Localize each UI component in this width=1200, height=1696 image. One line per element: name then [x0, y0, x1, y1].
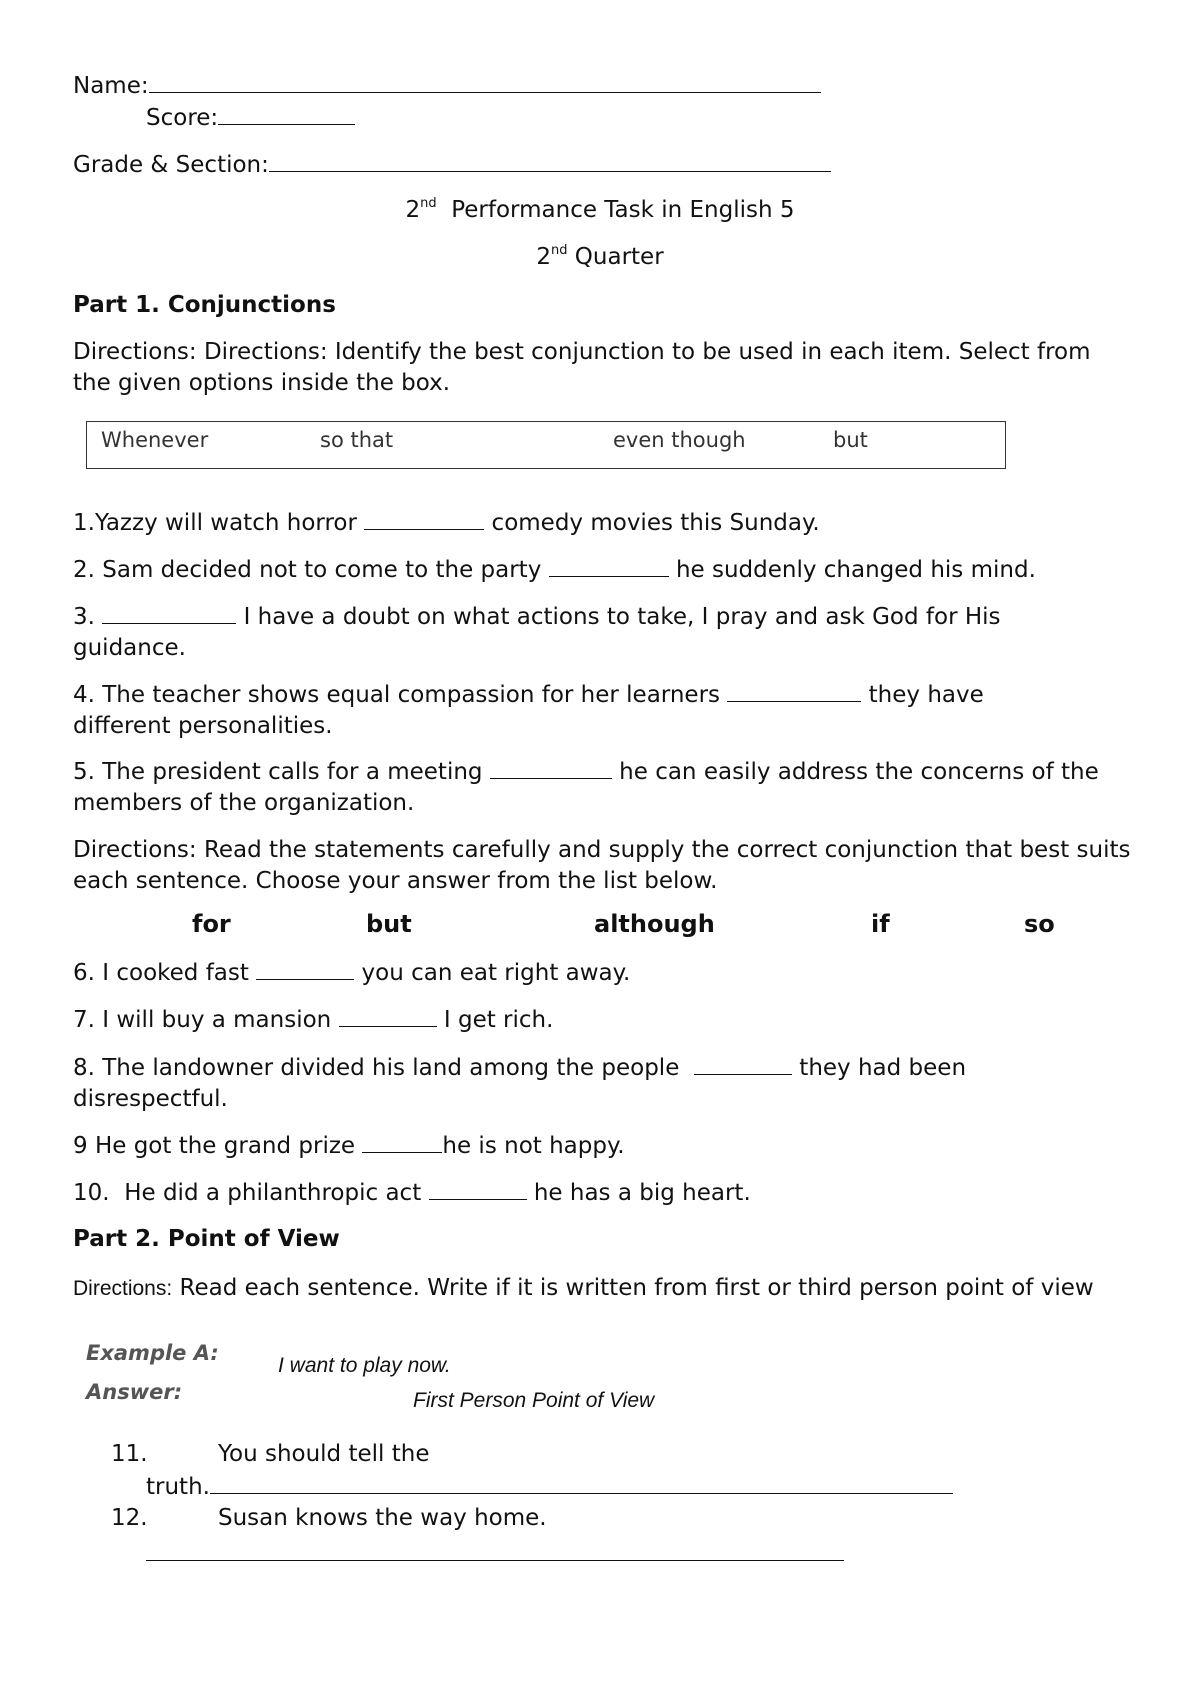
- option-but: but: [833, 428, 868, 452]
- conj-if: if: [871, 910, 890, 938]
- item-2-blank[interactable]: [549, 556, 669, 577]
- list-item: [73, 1053, 1073, 1115]
- part2-directions: [73, 1273, 1113, 1304]
- item-6-blank[interactable]: [256, 959, 354, 980]
- quarter-number: 2: [536, 244, 551, 270]
- part2-directions-label: Directions:: [73, 1277, 173, 1300]
- list-item: [73, 508, 1133, 539]
- item-10-text-end: he has a big heart.: [533, 1180, 751, 1206]
- item-8-text: 8. The landowner divided his land among the people: [73, 1055, 680, 1081]
- grade-label: Grade & Section:: [73, 152, 269, 178]
- item-2-text: 2. Sam decided not to come to the party: [73, 557, 542, 583]
- grade-blank[interactable]: [269, 151, 831, 172]
- list-item: [73, 757, 1133, 819]
- item-3-text-end: I have a doubt on what actions to take, I pray and ask God for His guidance.: [73, 604, 1001, 661]
- score-label: Score:: [146, 105, 219, 131]
- item-8-blank[interactable]: [694, 1054, 792, 1075]
- item-12-blank[interactable]: [146, 1540, 844, 1561]
- conj-for: for: [192, 910, 231, 938]
- item-10-text: 10. He did a philanthropic act: [73, 1180, 422, 1206]
- options-box: [86, 421, 1006, 469]
- list-item: [73, 1178, 1133, 1209]
- item-10-blank[interactable]: [429, 1179, 527, 1200]
- item-7-blank[interactable]: [339, 1006, 437, 1027]
- title-sup: nd: [420, 196, 437, 211]
- quarter-sup: nd: [550, 243, 568, 258]
- option-even-though: even though: [613, 428, 746, 452]
- score-row: [146, 104, 355, 131]
- item-9-blank[interactable]: [362, 1132, 442, 1153]
- list-item: [73, 680, 1073, 742]
- name-label: Name:: [73, 73, 149, 99]
- item-11-blank[interactable]: [210, 1473, 953, 1494]
- conj-although: although: [594, 910, 715, 938]
- quarter-text: Quarter: [574, 244, 664, 270]
- item-1-blank[interactable]: [364, 509, 484, 530]
- item-7-text-end: I get rich.: [443, 1007, 554, 1033]
- grade-row: [73, 151, 831, 178]
- item-2-text-end: he suddenly changed his mind.: [675, 557, 1036, 583]
- score-blank[interactable]: [218, 104, 355, 125]
- item-4-blank[interactable]: [727, 681, 861, 702]
- example-label: Example A:: [86, 1341, 219, 1365]
- list-item: [73, 1005, 1133, 1036]
- title-number: 2: [405, 197, 421, 223]
- name-blank[interactable]: [149, 72, 821, 93]
- item-4-text: 4. The teacher shows equal compassion for her learners: [73, 682, 721, 708]
- conj-so: so: [1024, 910, 1055, 938]
- conj-but: but: [366, 910, 412, 938]
- quarter-title: [0, 244, 1200, 270]
- part2-heading: Part 2. Point of View: [73, 1226, 340, 1252]
- item-11-number: 11.: [111, 1441, 148, 1467]
- list-item: [73, 602, 1073, 664]
- item-7-text: 7. I will buy a mansion: [73, 1007, 332, 1033]
- item-12-line: [146, 1540, 844, 1567]
- example-text: I want to play now.: [278, 1354, 451, 1377]
- item-11-cont-text: truth.: [146, 1474, 210, 1500]
- item-9-text: 9 He got the grand prize: [73, 1133, 356, 1159]
- part1-heading: Part 1. Conjunctions: [73, 292, 336, 318]
- item-8-text-end: they had been disrespectful.: [73, 1055, 967, 1112]
- item-5-blank[interactable]: [490, 758, 612, 779]
- answer-text: First Person Point of View: [413, 1389, 655, 1412]
- title-text: Performance Task in English 5: [451, 197, 795, 223]
- item-9-text-end: he is not happy.: [442, 1133, 625, 1159]
- item-6-text: 6. I cooked fast: [73, 960, 249, 986]
- part2-directions-text: Read each sentence. Write if it is written from first or third person point of view: [179, 1275, 1094, 1301]
- item-5-text: 5. The president calls for a meeting: [73, 759, 483, 785]
- item-5-text-end: he can easily address the concerns of the members of the organization.: [73, 759, 1099, 816]
- part1-directions-2: Directions: Read the statements carefully and supply the correct conjunction that best suits each sentence. Choose your answer from the list below.: [73, 837, 1131, 894]
- item-11-text: You should tell the: [218, 1441, 430, 1467]
- list-item: [73, 958, 1133, 989]
- name-row: [73, 72, 821, 99]
- item-12-number: 12.: [111, 1505, 148, 1531]
- option-so-that: so that: [320, 428, 394, 452]
- item-12-text: Susan knows the way home.: [218, 1505, 547, 1531]
- item-3-blank[interactable]: [102, 603, 236, 624]
- list-item: [73, 555, 1133, 586]
- answer-label: Answer:: [86, 1380, 183, 1404]
- item-4-text-end: they have different personalities.: [73, 682, 984, 739]
- option-whenever: Whenever: [101, 428, 209, 452]
- item-6-text-end: you can eat right away.: [361, 960, 631, 986]
- item-3-text: 3.: [73, 604, 95, 630]
- page-title: [0, 197, 1200, 223]
- list-item: [73, 1131, 1133, 1162]
- item-11-cont: [146, 1473, 953, 1500]
- part1-directions: Directions: Directions: Identify the best conjunction to be used in each item. Select from the given options inside the box.: [73, 339, 1091, 396]
- item-1-text-end: comedy movies this Sunday.: [491, 510, 820, 536]
- item-1-text: 1.Yazzy will watch horror: [73, 510, 357, 536]
